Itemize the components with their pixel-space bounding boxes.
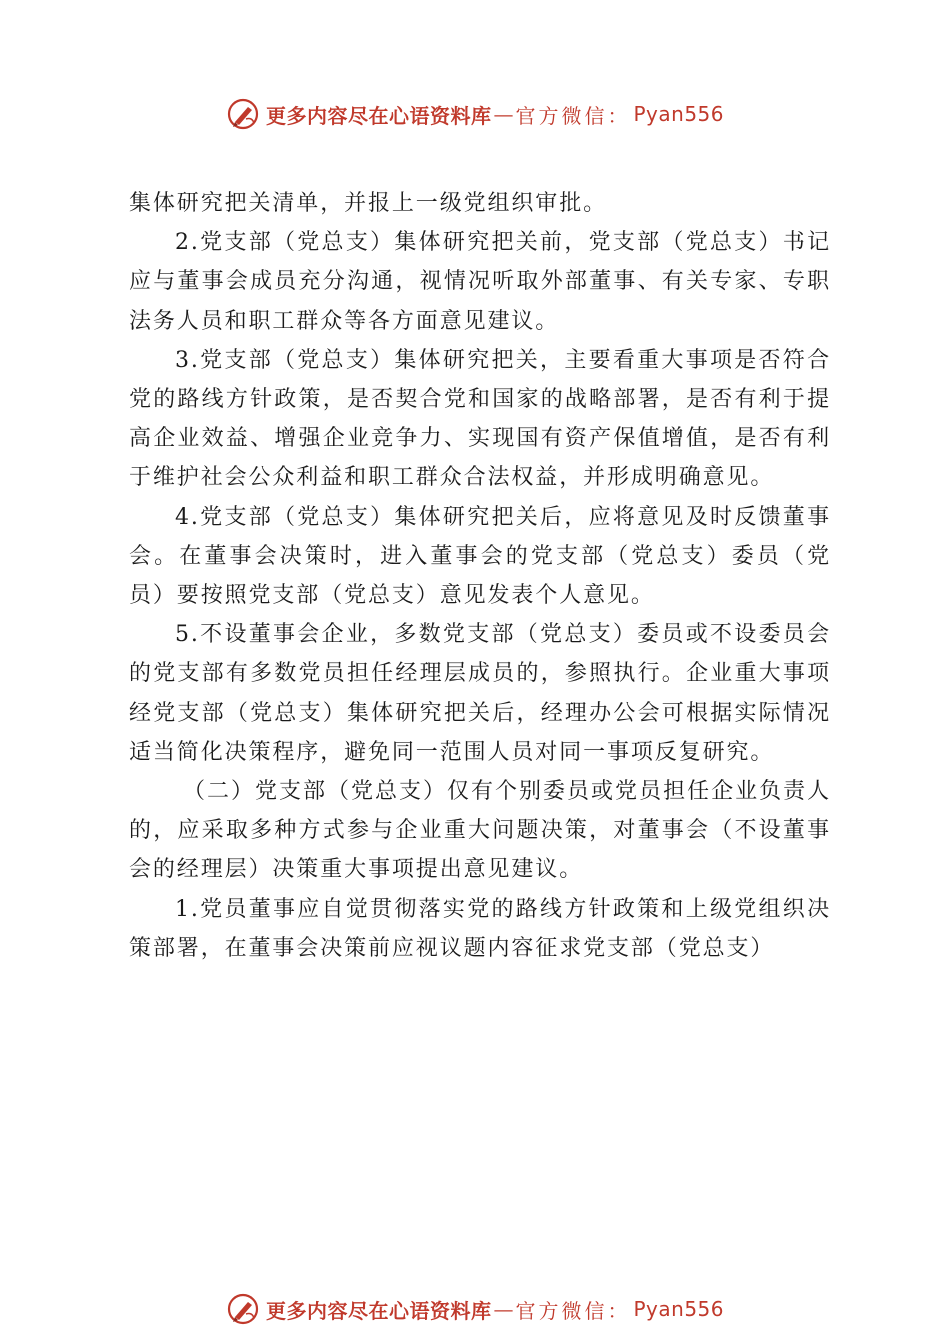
paragraph-item-2: 2.党支部（党总支）集体研究把关前，党支部（党总支）书记应与董事会成员充分沟通，视情况听取外部董事、有关专家、专职法务人员和职工群众等各方面意见建议。 (129, 230, 831, 334)
pen-logo-icon (226, 1292, 260, 1326)
header-account: Pyan556 (633, 102, 724, 126)
footer-banner (0, 1287, 950, 1331)
footer-wechat-label: 官方微信 (515, 1298, 608, 1323)
document-body (129, 184, 831, 968)
header-colon: ： (607, 103, 628, 128)
footer-brand: 更多内容尽在心语资料库 (265, 1298, 492, 1323)
footer-account: Pyan556 (633, 1297, 724, 1321)
header-dash: — (493, 102, 514, 126)
pen-logo-icon (226, 97, 260, 131)
footer-dash: — (493, 1297, 514, 1321)
paragraph-item-3: 3.党支部（党总支）集体研究把关，主要看重大事项是否符合党的路线方针政策，是否契合党和国家的战略部署，是否有利于提高企业效益、增强企业竞争力、实现国有资产保值增值，是否有利于维护社会公众利益和职工群众合法权益，并形成明确意见。 (129, 347, 831, 491)
header-banner (0, 92, 950, 136)
paragraph-item-1: 1.党员董事应自觉贯彻落实党的路线方针政策和上级党组织决策部署，在董事会决策前应视议题内容征求党支部（党总支） (129, 896, 831, 961)
paragraph-item-4: 4.党支部（党总支）集体研究把关后，应将意见及时反馈董事会。在董事会决策时，进入董事会的党支部（党总支）委员（党员）要按照党支部（党总支）意见发表个人意见。 (129, 504, 831, 609)
header-wechat-label: 官方微信 (515, 103, 608, 128)
footer-colon: ： (607, 1298, 628, 1323)
paragraph-section-2: （二）党支部（党总支）仅有个别委员或党员担任企业负责人的，应采取多种方式参与企业重大问题决策，对董事会（不设董事会的经理层）决策重大事项提出意见建议。 (129, 779, 831, 883)
paragraph-continuation: 集体研究把关清单，并报上一级党组织审批。 (129, 191, 608, 216)
header-brand: 更多内容尽在心语资料库 (265, 103, 492, 128)
paragraph-item-5: 5.不设董事会企业，多数党支部（党总支）委员或不设委员会的党支部有多数党员担任经理层成员的，参照执行。企业重大事项经党支部（党总支）集体研究把关后，经理办公会可根据实际情况适当简化决策程序，避免同一范围人员对同一事项反复研究。 (129, 622, 831, 765)
